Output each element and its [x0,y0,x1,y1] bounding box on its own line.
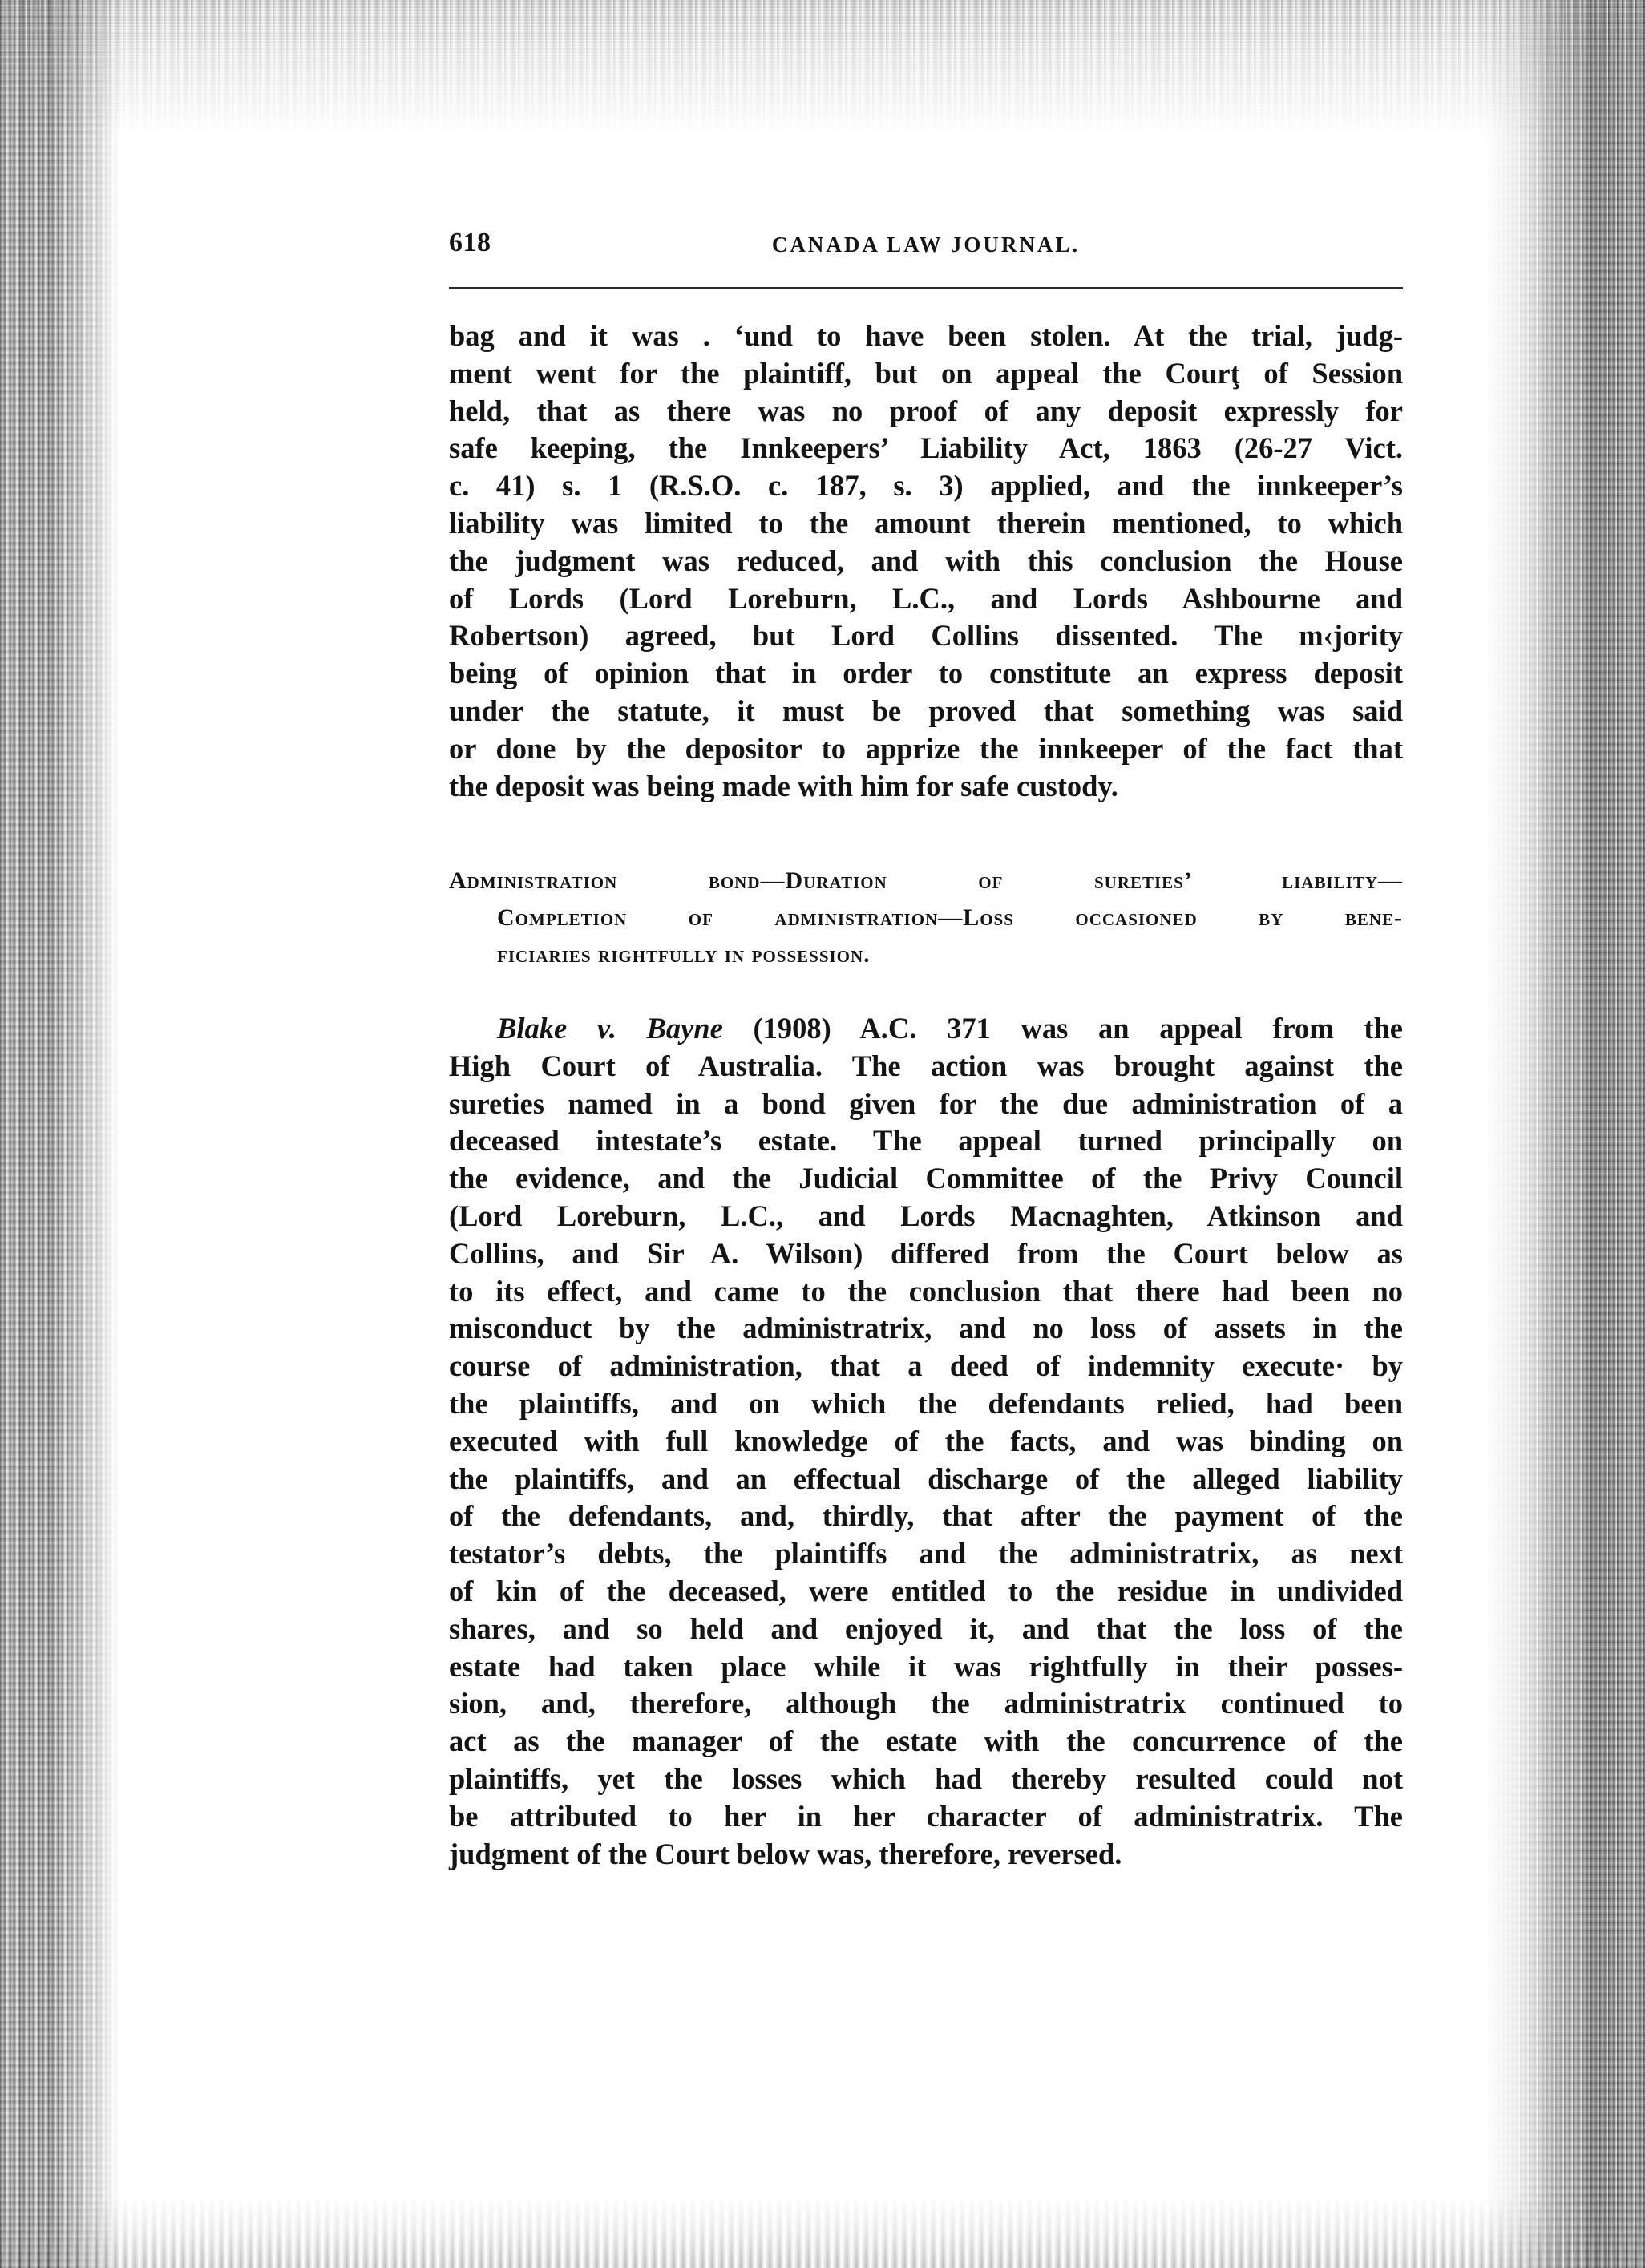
text-line: Collins, and Sir A. Wilson) differed from the Court below as [449,1236,1403,1270]
text-line: shares, and so held and enjoyed it, and that the loss of the [449,1611,1403,1645]
text-line: the deposit was being made with him for safe custody. [449,769,1118,802]
text-line: safe keeping, the Innkeepers’ Liability Act, 1863 (26-27 Vict. [449,431,1403,465]
text-line: the judgment was reduced, and with this conclusion the House [449,544,1403,577]
text-line: misconduct by the administratrix, and no loss of assets in the [449,1312,1403,1345]
first-line-rest: (1908) A.C. 371 was an appeal from the [722,1012,1403,1045]
heading-line: Completion of administration—Loss occasioned by bene- [497,904,1403,931]
text-line: c. 41) s. 1 (R.S.O. c. 187, s. 3) applied, and the innkeeper’s [449,469,1403,503]
page-number: 618 [449,228,491,257]
text-line: ment went for the plaintiff, but on appeal the Courţ of Session [449,356,1403,390]
text-line: of kin of the deceased, were entitled to the residue in undivided [449,1574,1403,1607]
text-line: Robertson) agreed, but Lord Collins dissented. The m‹jority [449,619,1403,653]
text-line: liability was limited to the amount therein mentioned, to which [449,506,1403,540]
heading-line: ficiaries rightfully in possession. [497,941,871,968]
text-line: High Court of Australia. The action was brought against the [449,1049,1403,1082]
scan-edge-top [0,0,1645,136]
text-line-first [449,1010,1403,1048]
text-line: deceased intestate’s estate. The appeal turned principally on [449,1124,1403,1158]
text-line: the plaintiffs, and an effectual discharge of the alleged liability [449,1461,1403,1495]
text-line: the evidence, and the Judicial Committee of the Privy Council [449,1162,1403,1195]
text-line: testator’s debts, the plaintiffs and the administratrix, as next [449,1537,1403,1571]
paragraph-blake-v-bayne [449,1010,1403,1873]
text-line: course of administration, that a deed of indemnity execute· by [449,1349,1403,1383]
header-rule [449,287,1403,289]
text-line: or done by the depositor to apprize the innkeeper of the fact that [449,731,1403,765]
text-line: of the defendants, and, thirdly, that after the payment of the [449,1499,1403,1533]
text-line: bag and it was . ‘und to have been stolen. At the trial, judg- [449,319,1403,352]
section-heading [449,863,1403,973]
text-line: be attributed to her in her character of administratrix. The [449,1799,1403,1833]
scan-edge-bottom [0,2196,1645,2268]
text-line: (Lord Loreburn, L.C., and Lords Macnaghten, Atkinson and [449,1199,1403,1232]
text-line: judgment of the Court below was, therefore, reversed. [449,1837,1122,1870]
running-title: CANADA LAW JOURNAL. [771,232,1081,257]
text-line: estate had taken place while it was rightfully in their posses- [449,1649,1403,1683]
text-line: being of opinion that in order to constitute an express deposit [449,657,1403,690]
text-line: plaintiffs, yet the losses which had thereby resulted could not [449,1761,1403,1795]
text-line: sureties named in a bond given for the due administration of a [449,1086,1403,1120]
text-line: act as the manager of the estate with the concurrence of the [449,1724,1403,1758]
text-line: of Lords (Lord Loreburn, L.C., and Lords Ashbourne and [449,581,1403,615]
heading-line: Administration bond—Duration of sureties’ liability— [449,867,1403,894]
text-line: to its effect, and came to the conclusion that there had been no [449,1274,1403,1308]
text-line: sion, and, therefore, although the administratrix continued to [449,1687,1403,1720]
case-name: Blake v. Bayne [497,1012,723,1045]
page-header [449,228,1403,268]
text-line: executed with full knowledge of the facts, and was binding on [449,1424,1403,1457]
scan-edge-left [0,0,120,2268]
text-line: under the statute, it must be proved that something was said [449,693,1403,727]
text-line: held, that as there was no proof of any deposit expressly for [449,394,1403,427]
paragraph-innkeeper-case [449,317,1403,805]
scan-edge-right [1485,0,1645,2268]
text-line: the plaintiffs, and on which the defendants relied, had been [449,1386,1403,1420]
